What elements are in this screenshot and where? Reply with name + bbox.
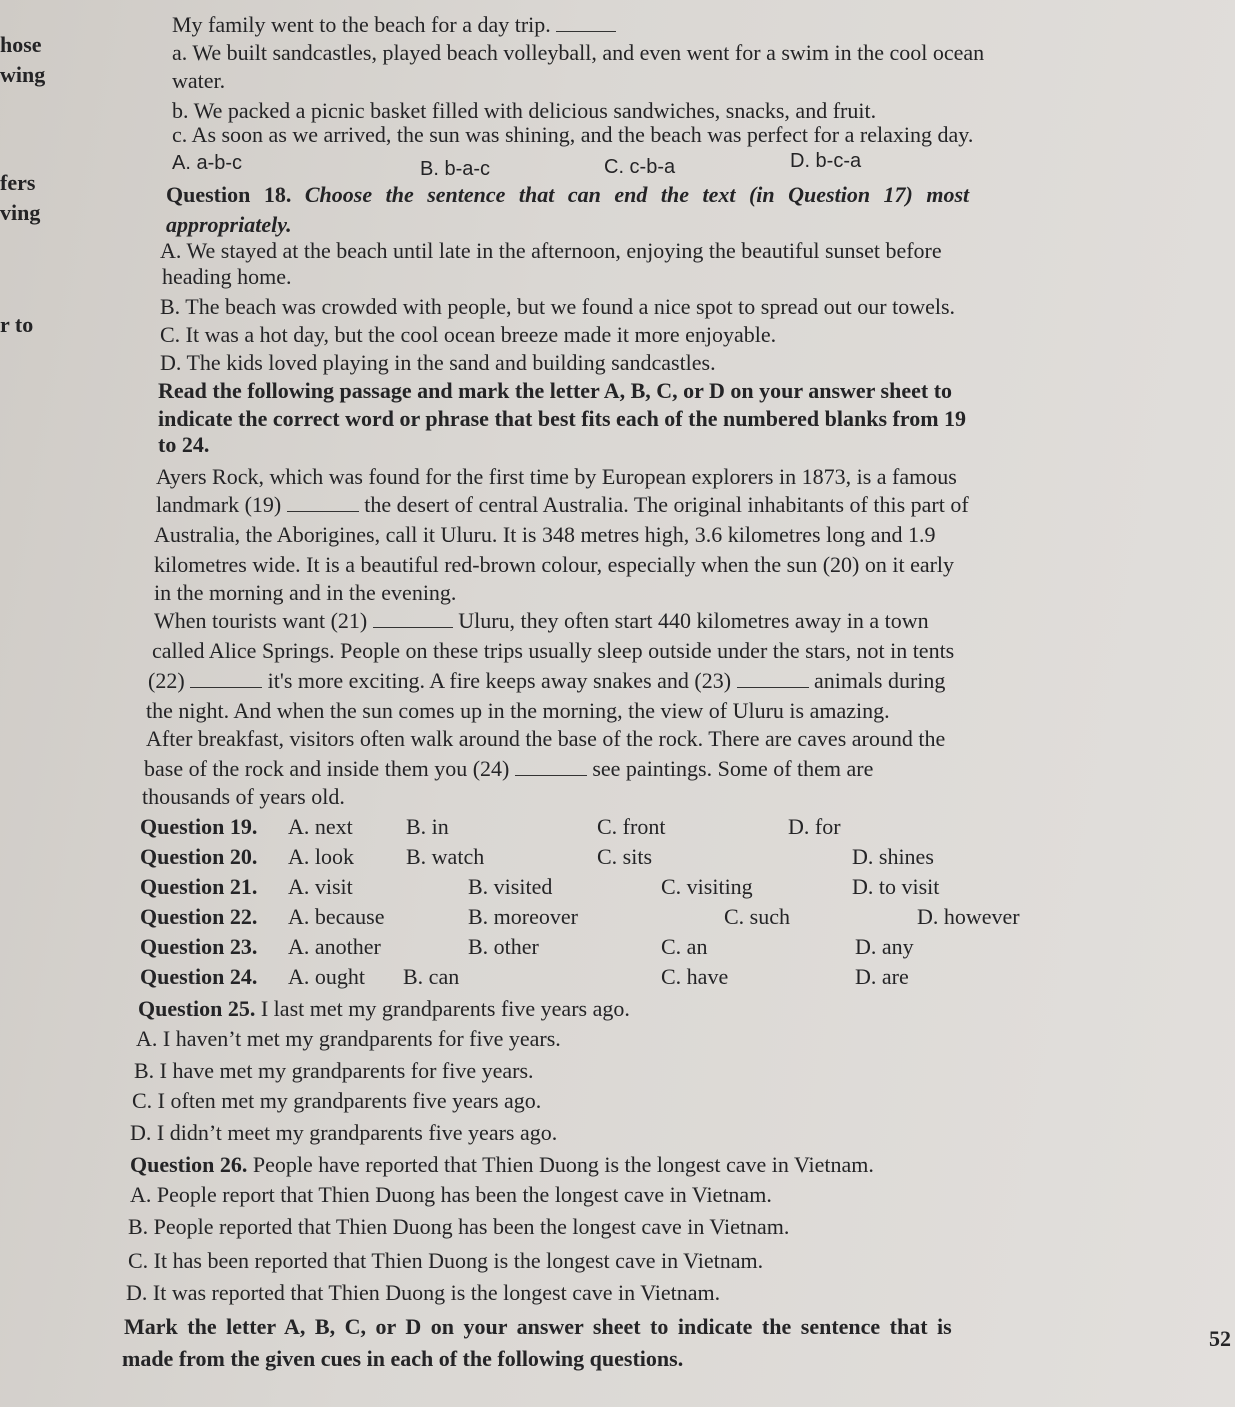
option: C. such xyxy=(724,904,790,929)
passage-text: Uluru, they often start 440 kilometres away in a town xyxy=(458,608,929,633)
margin-fragment: hose xyxy=(0,32,42,57)
q25-option-a: A. I haven’t met my grandparents for five years. xyxy=(136,1026,561,1051)
q25-stem xyxy=(138,996,630,1022)
q18-prompt-cont: appropriately. xyxy=(166,212,292,237)
passage-line: Ayers Rock, which was found for the first time by European explorers in 1873, is a famous xyxy=(156,464,957,489)
option: B. can xyxy=(403,964,460,989)
answer-blank-23 xyxy=(737,686,809,688)
q25-option-b: B. I have met my grandparents for five years. xyxy=(134,1058,534,1083)
q17-option-c: C. c-b-a xyxy=(604,156,676,178)
question-label: Question 21. xyxy=(140,874,258,899)
margin-fragment: r to xyxy=(0,312,34,337)
option: C. have xyxy=(661,964,729,989)
q18-option-a-cont: heading home. xyxy=(162,264,292,289)
passage-text: When tourists want (21) xyxy=(154,608,368,633)
q25-stem-text: I last met my grandparents five years ago. xyxy=(260,996,630,1021)
question-label: Question 19. xyxy=(140,814,258,839)
q25-option-c: C. I often met my grandparents five years ago. xyxy=(132,1088,542,1113)
option: D. shines xyxy=(852,844,934,869)
option: D. however xyxy=(917,904,1020,929)
answer-blank xyxy=(556,30,616,32)
q17-sentence-a: a. We built sandcastles, played beach volleyball, and even went for a swim in the cool ocean xyxy=(172,40,985,65)
option: C. sits xyxy=(597,844,653,869)
answer-blank-19 xyxy=(287,510,359,512)
option: B. watch xyxy=(406,844,485,869)
passage-text: it's more exciting. A fire keeps away snakes and (23) xyxy=(267,668,732,693)
option: A. next xyxy=(288,814,353,839)
option: A. because xyxy=(288,904,385,929)
passage-text: see paintings. Some of them are xyxy=(592,756,874,781)
instruction-line: Read the following passage and mark the letter A, B, C, or D on your answer sheet to xyxy=(158,378,953,403)
question-label: Question 23. xyxy=(140,934,258,959)
q18-option-a: A. We stayed at the beach until late in the afternoon, enjoying the beautiful sunset before xyxy=(160,238,942,263)
passage-text: (22) xyxy=(148,668,185,693)
q17-option-b: B. b-a-c xyxy=(420,158,491,180)
q18-label: Question 18. xyxy=(166,182,292,207)
margin-fragment: fers xyxy=(0,170,36,195)
passage-text: the desert of central Australia. The original inhabitants of this part of xyxy=(364,492,969,517)
q17-sentence-a-cont: water. xyxy=(172,68,226,93)
q18-option-d: D. The kids loved playing in the sand and building sandcastles. xyxy=(160,350,716,375)
option: C. an xyxy=(661,934,708,959)
question-label: Question 24. xyxy=(140,964,258,989)
option: D. are xyxy=(855,964,909,989)
passage-line: thousands of years old. xyxy=(142,784,345,809)
instruction-line: to 24. xyxy=(158,432,210,457)
q26-option-c: C. It has been reported that Thien Duong is the longest cave in Vietnam. xyxy=(128,1248,764,1273)
q17-intro xyxy=(172,12,616,38)
passage-line: the night. And when the sun comes up in the morning, the view of Uluru is amazing. xyxy=(146,698,890,723)
passage-line: called Alice Springs. People on these trips usually sleep outside under the stars, not in tents xyxy=(152,638,955,663)
edge-fragment: 52 xyxy=(1209,1326,1231,1351)
passage-line: kilometres wide. It is a beautiful red-brown colour, especially when the sun (20) on it early xyxy=(154,552,955,577)
option: D. any xyxy=(855,934,914,959)
q26-label: Question 26. xyxy=(130,1152,248,1177)
option: C. front xyxy=(597,814,666,839)
passage-text: landmark (19) xyxy=(156,492,282,517)
q26-option-a: A. People report that Thien Duong has been the longest cave in Vietnam. xyxy=(130,1182,772,1207)
option: A. look xyxy=(288,844,354,869)
passage-text: animals during xyxy=(814,668,946,693)
q17-option-d: D. b-c-a xyxy=(790,150,862,172)
passage-line: in the morning and in the evening. xyxy=(154,580,457,605)
option: B. in xyxy=(406,814,449,839)
instruction-line: made from the given cues in each of the following questions. xyxy=(122,1346,684,1371)
question-label: Question 22. xyxy=(140,904,258,929)
q18-prompt-text: Choose the sentence that can end the text (in Question 17) most xyxy=(304,182,970,207)
q17-sentence-b: b. We packed a picnic basket filled with delicious sandwiches, snacks, and fruit. xyxy=(172,98,877,123)
q26-option-d: D. It was reported that Thien Duong is the longest cave in Vietnam. xyxy=(126,1280,721,1305)
q18-option-b: B. The beach was crowded with people, but we found a nice spot to spread out our towels. xyxy=(160,294,956,319)
answer-blank-21 xyxy=(373,626,453,628)
q17-sentence-c: c. As soon as we arrived, the sun was shining, and the beach was perfect for a relaxing day. xyxy=(172,122,974,147)
option: D. for xyxy=(788,814,841,839)
question-label: Question 20. xyxy=(140,844,258,869)
passage-line xyxy=(154,608,929,634)
answer-blank-24 xyxy=(515,774,587,776)
option: A. visit xyxy=(288,874,353,899)
margin-fragment: wing xyxy=(0,62,46,87)
option: A. another xyxy=(288,934,381,959)
instruction-line: Mark the letter A, B, C, or D on your answer sheet to indicate the sentence that is xyxy=(124,1314,952,1339)
q26-option-b: B. People reported that Thien Duong has been the longest cave in Vietnam. xyxy=(128,1214,790,1239)
passage-line xyxy=(144,756,873,782)
q17-option-a: A. a-b-c xyxy=(172,152,243,174)
q25-option-d: D. I didn’t meet my grandparents five years ago. xyxy=(130,1120,558,1145)
option: A. ought xyxy=(288,964,365,989)
option: D. to visit xyxy=(852,874,940,899)
q26-stem xyxy=(130,1152,874,1178)
passage-line xyxy=(148,668,945,694)
q18-option-c: C. It was a hot day, but the cool ocean breeze made it more enjoyable. xyxy=(160,322,777,347)
option: C. visiting xyxy=(661,874,753,899)
option: B. moreover xyxy=(468,904,578,929)
passage-line: After breakfast, visitors often walk around the base of the rock. There are caves around the xyxy=(146,726,946,751)
q25-label: Question 25. xyxy=(138,996,256,1021)
margin-fragment: ving xyxy=(0,200,41,225)
answer-blank-22 xyxy=(190,686,262,688)
passage-line xyxy=(156,492,969,518)
passage-text: base of the rock and inside them you (24) xyxy=(144,756,510,781)
instruction-line: indicate the correct word or phrase that best fits each of the numbered blanks from 19 xyxy=(158,406,967,431)
q17-intro-text: My family went to the beach for a day trip. xyxy=(172,12,551,37)
q18-prompt xyxy=(166,182,969,208)
passage-line: Australia, the Aborigines, call it Uluru. It is 348 metres high, 3.6 kilometres long and 1.9 xyxy=(154,522,936,547)
option: B. other xyxy=(468,934,539,959)
q26-stem-text: People have reported that Thien Duong is the longest cave in Vietnam. xyxy=(252,1152,874,1177)
option: B. visited xyxy=(468,874,553,899)
